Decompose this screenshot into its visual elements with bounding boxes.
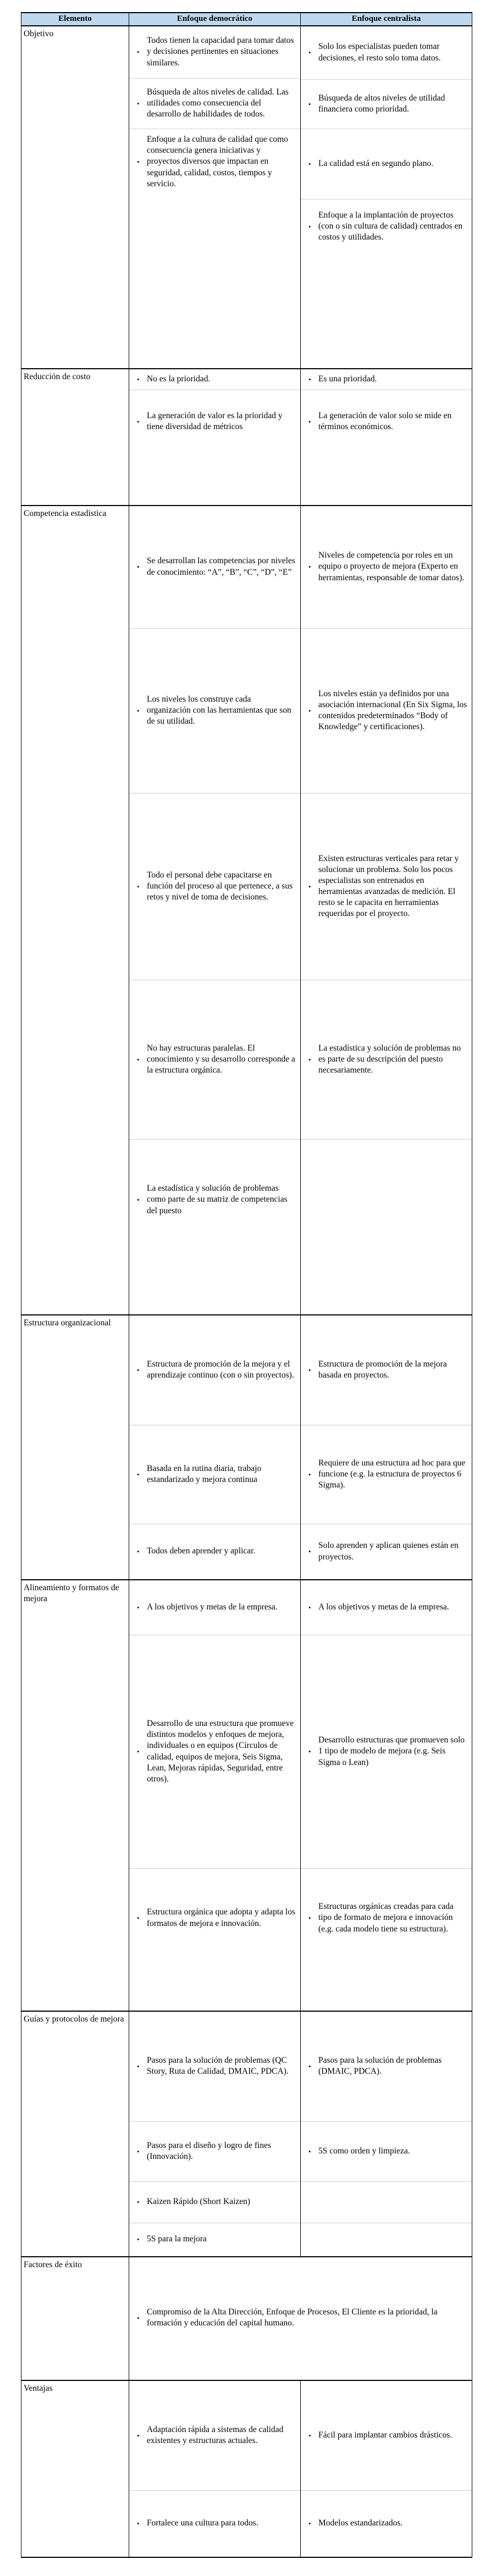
centralist-cell (301, 1315, 472, 1580)
bullet-icon: • (137, 2198, 140, 2206)
table-row (21, 1580, 472, 2011)
list-item (301, 1140, 472, 1261)
list-item (129, 2223, 300, 2256)
item-text: 5S para la mejora (147, 2234, 207, 2244)
bullet-icon: • (137, 1365, 140, 1374)
list-item (301, 2491, 472, 2557)
item-text: Enfoque a la implantación de proyectos (con o sin cultura de calidad) centrados en costos y utilidades. (318, 210, 463, 242)
list-item (301, 1869, 472, 1968)
item-text: La generación de valor es la prioridad y tiene diversidad de métricos (147, 410, 283, 431)
bullet-icon: • (308, 2062, 311, 2070)
item-text: No hay estructuras paralelas. El conocimiento y su desarrollo corresponde a la estructura orgánica. (147, 1043, 295, 1075)
list-item (301, 129, 472, 199)
bullet-icon: • (137, 2147, 140, 2156)
item-text: Pasos para el diseño y logro de fines (Innovación). (147, 2140, 271, 2161)
bullet-icon: • (308, 417, 311, 426)
table-body (21, 26, 472, 2557)
item-text: No es la prioridad. (147, 374, 211, 384)
list-item (301, 506, 472, 629)
item-text: A los objetivos y metas de la empresa. (147, 1602, 278, 1612)
table-row (21, 26, 472, 369)
list-item (301, 199, 472, 254)
element-label: Objetivo (24, 29, 54, 38)
element-cell (21, 26, 129, 369)
list-item (301, 2122, 472, 2182)
list-item (301, 26, 472, 80)
bullet-icon: • (308, 1603, 311, 1612)
table-row (21, 2380, 472, 2557)
bullet-icon: • (308, 882, 311, 891)
bullet-icon: • (137, 1603, 140, 1612)
centralist-cell (301, 26, 472, 369)
item-text: Todos tienen la capacidad para tomar datos y decisiones pertinentes en situaciones similares. (147, 36, 294, 68)
list-item (129, 129, 300, 195)
list-item (129, 2491, 300, 2557)
item-text: La calidad está en segundo plano. (318, 158, 434, 168)
list-item (301, 2381, 472, 2491)
democratic-cell (129, 506, 301, 1315)
element-cell (21, 1580, 129, 2011)
bullet-icon: • (137, 158, 140, 166)
item-text: 5S como orden y limpieza. (318, 2146, 410, 2156)
element-cell (21, 2380, 129, 2557)
bullet-icon: • (308, 1747, 311, 1756)
bullet-icon: • (137, 1547, 140, 1556)
item-text: Fácil para implantar cambios drásticos. (318, 2430, 453, 2440)
item-text: Pasos para la solución de problemas (DMAIC, PDCA). (318, 2055, 442, 2076)
democratic-cell (129, 2011, 301, 2257)
centralist-cell (301, 2380, 472, 2557)
bullet-icon: • (308, 1470, 311, 1479)
bullet-icon: • (137, 1747, 140, 1756)
item-text: Modelos estandarizados. (318, 2518, 403, 2528)
list-item (129, 390, 300, 453)
element-cell (21, 1315, 129, 1580)
element-label: Competencia estadística (24, 508, 107, 518)
item-text: Búsqueda de altos niveles de utilidad financiera como prioridad. (318, 93, 445, 114)
list-item (301, 980, 472, 1140)
item-text: Desarrollo de una estructura que promueve distintos modelos y enfoques de mejora, individuales o en equipos (Círculos de calidad, equipos de mejora, Seis Sigma, Lean, Mejoras rápidas, Seguridad, entre otros). (147, 1719, 294, 1784)
bullet-icon: • (308, 1547, 311, 1556)
list-item (129, 1580, 300, 1635)
item-text: Los niveles los construye cada organización con las herramientas que son de su utilidad. (147, 694, 291, 726)
element-label: Estructura organizacional (24, 1318, 111, 1328)
comparison-document (21, 12, 472, 2558)
list-item (301, 80, 472, 129)
element-cell (21, 2011, 129, 2257)
bullet-icon: • (137, 882, 140, 891)
bullet-icon: • (137, 375, 140, 384)
list-item (301, 2182, 472, 2223)
item-text: Requiere de una estructura ad hoc para que funcione (e.g. la estructura de proyectos 6 Sigma). (318, 1458, 466, 1490)
item-text: La generación de valor solo se mide en términos económicos. (318, 410, 452, 431)
bullet-icon: • (137, 563, 140, 571)
table-header-row (21, 13, 472, 26)
element-cell (21, 506, 129, 1315)
bullet-icon: • (308, 1914, 311, 1922)
centralist-cell (301, 2011, 472, 2257)
item-text: Los niveles están ya definidos por una asociación internacional (En Six Sigma, los contenidos predeterminados “Body of Knowledge” y certificaciones). (318, 689, 467, 732)
democratic-cell (129, 26, 301, 369)
list-item (129, 1635, 300, 1869)
bullet-icon: • (308, 2431, 311, 2440)
table-row (21, 2011, 472, 2257)
bullet-icon: • (308, 222, 311, 231)
comparison-table (21, 12, 472, 2558)
centralist-cell (301, 506, 472, 1315)
list-item (129, 26, 300, 79)
bullet-icon: • (137, 1196, 140, 1204)
list-item (301, 1580, 472, 1635)
list-item (129, 2257, 472, 2379)
item-text: Desarrollo estructuras que promueven solo 1 tipo de modelo de mejora (e.g. Seis Sigma o Lean) (318, 1735, 465, 1767)
list-item (129, 1425, 300, 1524)
item-text: Adaptación rápida a sistemas de calidad existentes y estructuras actuales. (147, 2424, 284, 2445)
item-text: Se desarrollan las competencias por niveles de conocimiento: “A”, “B”, “C”, “D”, “E” (147, 556, 295, 577)
item-text: Es una prioridad. (318, 374, 377, 384)
bullet-icon: • (137, 2235, 140, 2244)
list-item (129, 1524, 300, 1579)
item-text: Todo el personal debe capacitarse en función del proceso al que pertenece, a sus retos y nivel de toma de decisiones. (147, 870, 293, 902)
list-item (129, 2012, 300, 2122)
element-label: Ventajas (24, 2383, 53, 2393)
table-row (21, 506, 472, 1315)
list-item (129, 1315, 300, 1425)
header-democratic: Enfoque democrático (129, 13, 301, 26)
bullet-icon: • (308, 706, 311, 715)
item-text: Compromiso de la Alta Dirección, Enfoque de Procesos, El Cliente es la prioridad, la formación y educación del capital humano. (147, 2307, 438, 2328)
bullet-icon: • (137, 2519, 140, 2528)
bullet-icon: • (308, 2147, 311, 2156)
item-text: Estructura orgánica que adopta y adapta los formatos de mejora e innovación. (147, 1907, 296, 1928)
list-item (129, 79, 300, 129)
bullet-icon: • (308, 48, 311, 57)
bullet-icon: • (137, 2313, 140, 2322)
list-item (129, 793, 300, 980)
item-text: Enfoque a la cultura de calidad que como consecuencia genera iniciativas y proyectos diversos que impactan en seguridad, calidad, costos, tiempos y servicio. (147, 135, 288, 188)
democratic-cell (129, 1315, 301, 1580)
bullet-icon: • (137, 706, 140, 715)
list-item (129, 1140, 300, 1261)
list-item (301, 1635, 472, 1869)
element-label: Reducción de costo (24, 371, 91, 381)
item-text: Niveles de competencia por roles en un equipo o proyecto de mejora (Experto en herramientas, responsable de tomar datos). (318, 551, 465, 582)
item-text: La estadística y solución de problemas como parte de su matriz de competencias del puesto (147, 1184, 288, 1215)
item-text: Estructura de promoción de la mejora y el aprendizaje continuo (con o sin proyectos). (147, 1359, 294, 1380)
item-text: Solo aprenden y aplican quienes están en proyectos. (318, 1541, 459, 1562)
item-text: Pasos para la solución de problemas (QC Story, Ruta de Calidad, DMAIC, PDCA). (147, 2055, 289, 2076)
element-cell (21, 2257, 129, 2380)
democratic-cell (129, 369, 301, 506)
item-text: Estructura de promoción de la mejora basada en proyectos. (318, 1359, 447, 1380)
item-text: Todos deben aprender y aplicar. (147, 1546, 256, 1556)
bullet-icon: • (137, 1470, 140, 1479)
list-item (301, 390, 472, 453)
table-row (21, 1315, 472, 1580)
list-item (301, 2223, 472, 2256)
header-element: Elemento (21, 13, 129, 26)
item-text: Kaizen Rápido (Short Kaizen) (147, 2197, 251, 2207)
list-item (129, 1869, 300, 1968)
list-item (301, 1524, 472, 1579)
list-item (301, 793, 472, 980)
table-row (21, 369, 472, 506)
item-text: Fortalece una cultura para todos. (147, 2518, 258, 2528)
bullet-icon: • (308, 1365, 311, 1374)
list-item (301, 629, 472, 793)
bullet-icon: • (308, 2519, 311, 2528)
bullet-icon: • (137, 1914, 140, 1922)
element-label: Alineamiento y formatos de mejora (24, 1583, 119, 1603)
element-cell (21, 369, 129, 506)
bullet-icon: • (308, 1055, 311, 1064)
bullet-icon: • (137, 99, 140, 108)
centralist-cell (301, 369, 472, 506)
democratic-cell (129, 1580, 301, 2011)
bullet-icon: • (137, 2062, 140, 2070)
list-item (129, 2381, 300, 2491)
bullet-icon: • (137, 1055, 140, 1064)
item-text: Existen estructuras verticales para retar y solucionar un problema. Solo los pocos especialistas son entrenados en herramientas avanzadas de medición. El resto se le capacita en herramientas requeridas por el proyecto. (318, 853, 459, 919)
list-item (129, 980, 300, 1140)
list-item (129, 369, 300, 390)
item-text: Búsqueda de altos niveles de calidad. Las utilidades como consecuencia del desarrollo de habilidades de todos. (147, 87, 289, 119)
list-item (301, 2012, 472, 2122)
item-text: Solo los especialistas pueden tomar decisiones, el resto solo toma datos. (318, 42, 441, 63)
bullet-icon: • (308, 375, 311, 384)
element-label: Guías y protocolos de mejora (24, 2014, 124, 2024)
item-text: Estructuras orgánicas creadas para cada tipo de formato de mejora e innovación (e.g. cada modelo tiene su estructura). (318, 1902, 454, 1934)
democratic-cell (129, 2380, 301, 2557)
list-item (129, 2182, 300, 2223)
item-text: Basada en la rutina diaria, trabajo estandarizado y mejora continua (147, 1463, 262, 1484)
header-centralist: Enfoque centralista (301, 13, 472, 26)
bullet-icon: • (308, 563, 311, 571)
success-factors-cell (129, 2257, 472, 2380)
element-label: Factores de éxito (24, 2259, 82, 2269)
item-text: La estadística y solución de problemas no es parte de su descripción del puesto necesariamente. (318, 1043, 461, 1075)
bullet-icon: • (137, 417, 140, 426)
bullet-icon: • (308, 159, 311, 168)
bullet-icon: • (137, 2431, 140, 2440)
list-item (301, 1425, 472, 1524)
list-item (129, 629, 300, 793)
list-item (301, 369, 472, 390)
list-item (301, 1315, 472, 1425)
list-item (129, 2122, 300, 2182)
centralist-cell (301, 1580, 472, 2011)
list-item (129, 506, 300, 629)
item-text: A los objetivos y metas de la empresa. (318, 1602, 449, 1612)
table-row (21, 2257, 472, 2380)
bullet-icon: • (308, 99, 311, 108)
bullet-icon: • (137, 48, 140, 56)
